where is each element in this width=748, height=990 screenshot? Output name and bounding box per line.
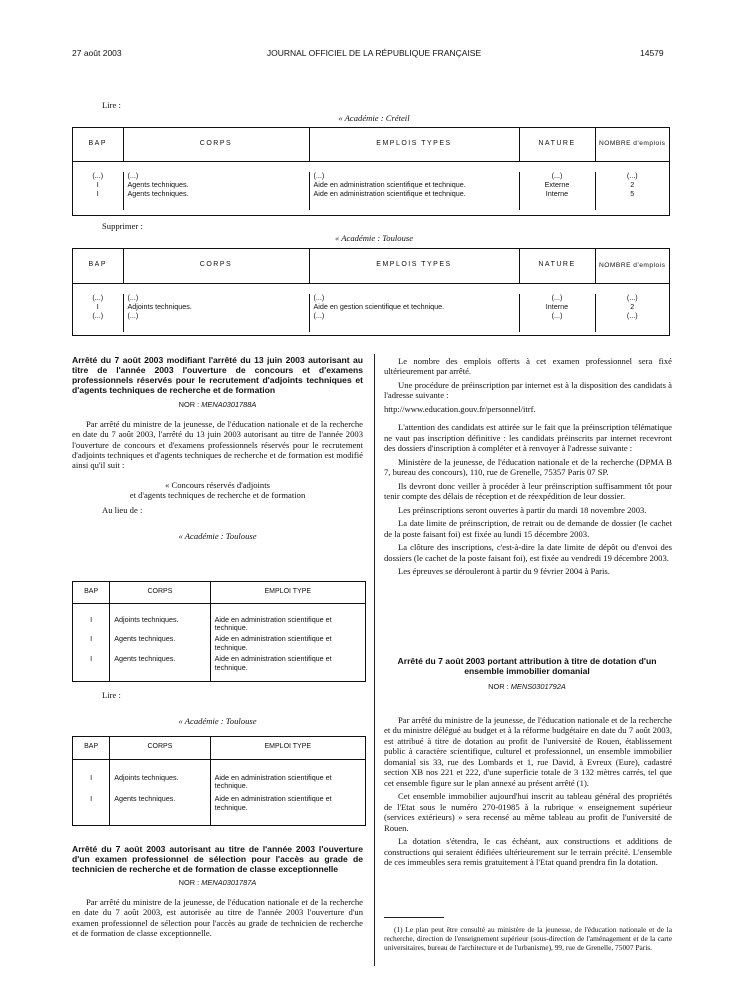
cell: I	[90, 654, 93, 663]
nor-label: NOR :	[178, 399, 200, 409]
cell: (...)	[309, 294, 519, 303]
paragraph: La dotation s'étendra, le cas échéant, aux constructions et additions de constructions qui seraient édifiées ultérieurement sur le terrain précité. L'ensemble de ces immeubles sera remis gratuitement à l'Etat quand prendra fin la dotation.	[384, 836, 672, 868]
cell: Adjoints techniques.	[110, 759, 210, 795]
table-lire	[72, 736, 366, 826]
col-header-emplois-types: EMPLOIS TYPES	[309, 128, 519, 161]
cell: I	[90, 772, 93, 782]
cell: Aide en administration scientifique et technique.	[309, 190, 519, 210]
lire-label-top: Lire :	[102, 100, 121, 110]
table-row	[73, 312, 669, 332]
cell: Interne	[519, 190, 595, 210]
cell: (...)	[519, 294, 595, 303]
nor-2	[72, 878, 363, 887]
cell: 5	[595, 190, 669, 210]
col-header-corps: CORPS	[123, 128, 309, 161]
col-header-nature: NATURE	[519, 249, 595, 283]
cell: (...)	[123, 312, 309, 332]
cell: I	[96, 188, 99, 198]
table-row	[73, 303, 669, 312]
col-header-bap: BAP	[73, 737, 110, 759]
cell: (...)	[595, 172, 669, 181]
cell: (...)	[595, 312, 669, 332]
inscription-url[interactable]: http://www.education.gouv.fr/personnel/itrf.	[384, 403, 536, 414]
cell: I	[96, 301, 99, 311]
paragraph: La date limite de préinscription, de retrait ou de demande de dossier (le cachet de la poste faisant foi) est fixée au lundi 15 décembre 2003.	[384, 518, 672, 539]
arrete-title-3: Arrêté du 7 août 2003 portant attribution à titre de dotation d'un ensemble immobilier domanial	[397, 656, 657, 676]
lire-label-left: Lire :	[102, 690, 121, 700]
cell: Adjoints techniques.	[110, 603, 210, 635]
table-row	[73, 190, 669, 210]
academie-toulouse-2: « Académie : Toulouse	[178, 716, 257, 726]
col-header-emplois-types: EMPLOIS TYPES	[309, 249, 519, 283]
cell: Aide en administration scientifique et technique.	[210, 759, 365, 795]
academie-toulouse-top: « Académie : Toulouse	[334, 233, 414, 243]
paragraph: L'attention des candidats est attirée sur le fait que la préinscription télématique ne vaut pas inscription définitive : les candidats préinscrits par internet recevront des dossiers d'inscription à compléter et à renvoyer à l'adresse suivante :	[384, 422, 672, 454]
cell: Agents techniques.	[123, 190, 309, 210]
journal-title: JOURNAL OFFICIEL DE LA RÉPUBLIQUE FRANÇAISE	[266, 48, 482, 58]
academie-toulouse-1: « Académie : Toulouse	[178, 531, 257, 542]
page-number: 14579	[640, 48, 664, 58]
arrete-title-2: Arrêté du 7 août 2003 autorisant au titre de l'année 2003 l'ouverture d'un examen professionnel de sélection pour l'accès au grade de technicien de recherche et de formation de classe exceptionnelle	[72, 844, 363, 874]
col-header-nature: NATURE	[519, 128, 595, 161]
cell: (...)	[92, 171, 104, 180]
col-header-emploi-type: EMPLOI TYPE	[210, 737, 365, 759]
cell: 2	[595, 181, 669, 190]
cell: Agents techniques.	[110, 795, 210, 825]
col-header-nombre: NOMBRE d'emplois	[595, 249, 669, 283]
cell: (...)	[309, 312, 519, 332]
cell: Aide en administration scientifique et technique.	[210, 635, 365, 655]
paragraph: Les épreuves se dérouleront à partir du 9 février 2004 à Paris.	[398, 566, 610, 577]
footnote: (1) Le plan peut être consulté au ministère de la jeunesse, de l'éducation nationale et de la recherche, direction de l'enseignement supérieur (sous-direction de l'aménagement et de la carte universitaires, bureau de l'architecture et de l'urbanisme), 99, rue de Grenelle, 75007 Paris.	[384, 925, 672, 952]
cell: Aide en gestion scientifique et technique.	[309, 303, 519, 312]
paragraph: Par arrêté du ministre de la jeunesse, de l'éducation nationale et de la recherche en date du 7 août 2003, est autorisée au titre de l'année 2003 l'ouverture d'un examen professionnel de sélection pour l'accès au grade de technicien de recherche et de formation de classe exceptionnelle.	[72, 896, 363, 939]
supprimer-label: Supprimer :	[102, 221, 143, 231]
paragraph: Une procédure de préinscription par internet est à la disposition des candidats à l'adresse suivante :	[384, 379, 672, 401]
academie-creteil: « Académie : Créteil	[338, 113, 410, 123]
column-divider	[374, 354, 375, 966]
paragraph: Par arrêté du ministre de la jeunesse, de l'éducation nationale et de la recherche et du ministre délégué au budget et à la réforme budgétaire en date du 7 août 2003, est attribué à titre de dotation au profit de l'université de Rouen, établissement public à caractère scientifique, culturel et professionnel, un ensemble immobilier domanial sis 33, rue des Lombards et 1, rue David, à Evreux (Eure), cadastré section XB nos 221 et 222, d'une superficie totale de 3 132 mètres carrés, tel que cet ensemble figure sur le plan annexé au présent arrêté (1).	[384, 715, 672, 788]
col-header-bap: BAP	[73, 249, 123, 283]
cell: I	[96, 179, 99, 189]
paragraph: Par arrêté du ministre de la jeunesse, de l'éducation nationale et de la recherche en date du 7 août 2003, l'arrêté du 13 juin 2003 autorisant au titre de l'année 2003 l'ouverture de concours et d'examens professionnels réservés pour le recrutement d'adjoints techniques et d'agents techniques de recherche et de formation est modifié ainsi qu'il suit :	[72, 418, 363, 471]
table-row	[73, 795, 365, 825]
paragraph: Ils devront donc veiller à procéder à leur préinscription suffisamment tôt pour tenir compte des délais de réception et de réexpédition de leur dossier.	[384, 480, 672, 502]
col-header-nombre: NOMBRE d'emplois	[595, 128, 669, 161]
arrete-title-1: Arrêté du 7 août 2003 modifiant l'arrêté du 13 juin 2003 autorisant au titre de l'année 2003 l'ouverture de concours et d'examens professionnels réservés pour le recrutement d'adjoints techniques et d'agents techniques de recherche et de formation	[72, 355, 363, 395]
cell: (...)	[123, 172, 309, 181]
nor-label: NOR :	[178, 877, 200, 887]
nor-3	[392, 682, 662, 691]
cell: Adjoints techniques.	[123, 303, 309, 312]
table-row	[73, 603, 365, 635]
col-header-corps: CORPS	[110, 582, 210, 603]
nor-code: MENA0301787A	[201, 877, 257, 887]
cell: Interne	[519, 303, 595, 312]
nor-code: MENS0301792A	[510, 681, 566, 691]
table-toulouse-top	[72, 248, 670, 336]
col-header-bap: BAP	[73, 128, 123, 161]
table-row	[73, 635, 365, 655]
nor-code: MENA0301788A	[201, 399, 257, 409]
table-row	[73, 759, 365, 795]
page-date: 27 août 2003	[72, 48, 122, 58]
left-column-bottom	[72, 845, 363, 942]
cell: Agents techniques.	[110, 655, 210, 681]
cell: Aide en administration scientifique et technique.	[210, 655, 365, 681]
cell: Agents techniques.	[123, 181, 309, 190]
col-header-emploi-type: EMPLOI TYPE	[210, 582, 365, 603]
cell: (...)	[519, 172, 595, 181]
cell: (...)	[595, 294, 669, 303]
right-column	[384, 356, 672, 580]
right-column-section-2	[392, 657, 662, 691]
table-creteil	[72, 127, 670, 216]
concours-line-2: et d'agents techniques de recherche et de formation	[129, 490, 306, 501]
cell: Aide en administration scientifique et technique.	[210, 603, 365, 635]
cell: (...)	[519, 312, 595, 332]
paragraph: La clôture des inscriptions, c'est-à-dire la date limite de dépôt ou d'envoi des dossiers (le cachet de la poste faisant foi), est fixée au vendredi 19 décembre 2003.	[384, 542, 672, 563]
cell: I	[90, 614, 93, 624]
cell: (...)	[309, 172, 519, 181]
table-au-lieu	[72, 581, 366, 682]
nor-label: NOR :	[488, 681, 509, 691]
cell: Externe	[519, 181, 595, 190]
cell: (...)	[123, 294, 309, 303]
cell: Agents techniques.	[110, 635, 210, 655]
footnote-rule	[384, 917, 444, 918]
paragraph: Cet ensemble immobilier aujourd'hui inscrit au tableau général des propriétés de l'Etat sous le numéro 270-01985 à la rubrique « enseignement supérieur (services extérieurs) » sera recensé au même tableau au profit de l'université de Rouen.	[384, 791, 672, 833]
cell: Aide en administration scientifique et technique.	[309, 181, 519, 190]
paragraph: Les préinscriptions seront ouvertes à partir du mardi 18 novembre 2003.	[398, 504, 647, 515]
col-header-bap: BAP	[73, 582, 110, 603]
left-column	[72, 356, 363, 542]
cell: (...)	[92, 310, 104, 320]
paragraph: Ministère de la jeunesse, de l'éducation nationale et de la recherche (DPMA B 7, bureau des concours), 110, rue de Grenelle, 75357 Paris 07 SP.	[384, 456, 672, 478]
right-column-section-2-body	[384, 715, 672, 871]
nor-1	[72, 400, 363, 409]
cell: (...)	[92, 293, 104, 302]
table-row	[73, 655, 365, 681]
col-header-corps: CORPS	[110, 737, 210, 759]
cell: 2	[595, 303, 669, 312]
cell: I	[90, 634, 93, 643]
col-header-corps: CORPS	[123, 249, 309, 283]
au-lieu-label: Au lieu de :	[102, 504, 143, 515]
paragraph: Le nombre des emplois offerts à cet examen professionnel sera fixé ultérieurement par arrêté.	[384, 356, 672, 377]
cell: Aide en administration scientifique et technique.	[210, 795, 365, 825]
concours-line-1: « Concours réservés d'adjoints	[165, 479, 270, 490]
cell: I	[90, 794, 93, 803]
